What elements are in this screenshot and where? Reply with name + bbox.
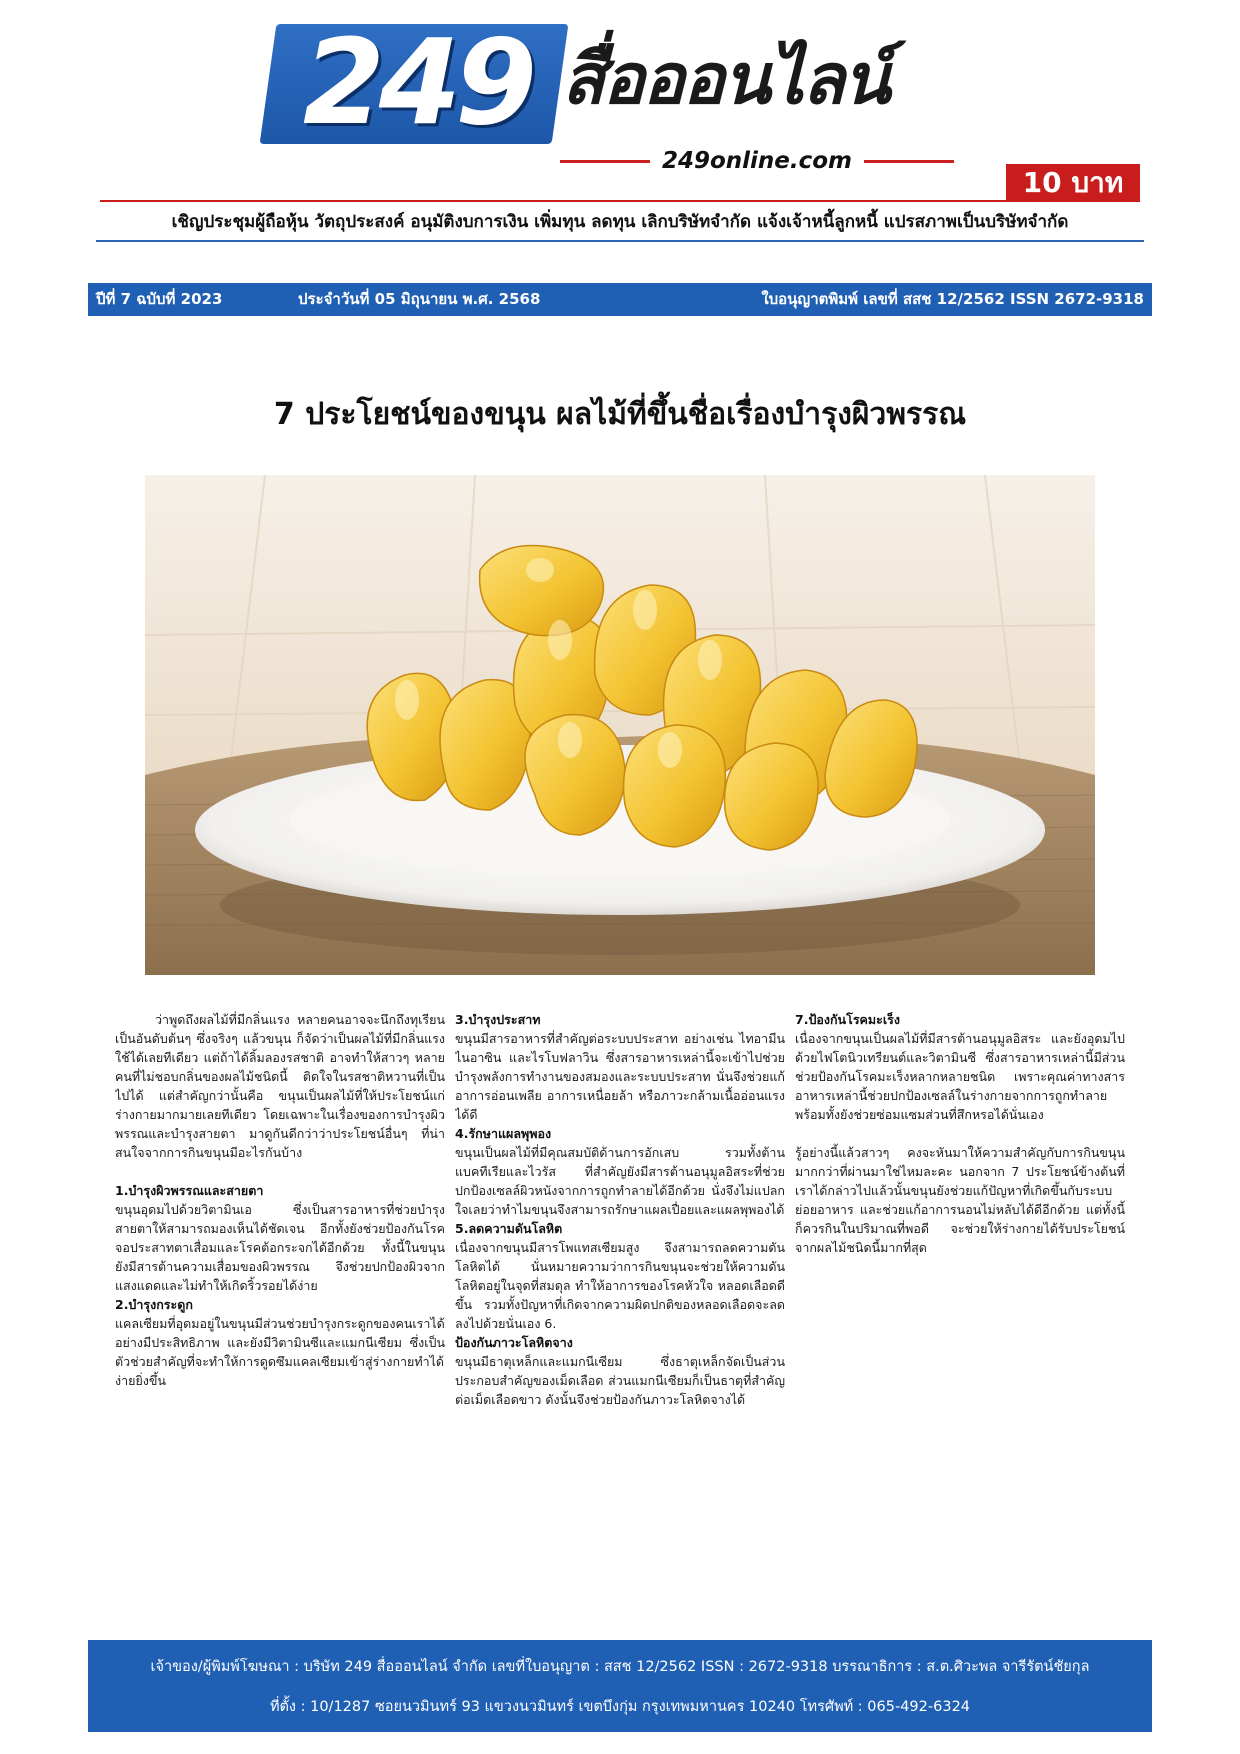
section-1-title: 1.บำรุงผิวพรรณและสายตา — [115, 1183, 264, 1198]
tagline: เชิญประชุมผู้ถือหุ้น วัตถุประสงค์ อนุมัติงบการเงิน เพิ่มทุน ลดทุน เลิกบริษัทจำกัด แจ้งเจ้าหนี้ลูกหนี้ แปรสภาพเป็นบริษัทจำกัด — [171, 212, 1069, 232]
article-column-1 — [115, 1010, 445, 1570]
section-1-body: ขนุนอุดมไปด้วยวิตามินเอ ซึ่งเป็นสารอาหารที่ช่วยบำรุงสายตาให้สามารถมองเห็นได้ชัดเจน อีกทั้งยังช่วยป้องกันโรคจอประสาทตาเสื่อมและโรคต้อกระจกได้อีกด้วย ทั้งนี้ในขนุนยังมีสารต้านความเสื่อมของผิวพรรณ จึงช่วยปกป้องผิวจากแสงแดดและไม่ทำให้เกิดริ้วรอยได้ง่าย — [115, 1202, 445, 1293]
print-license: ใบอนุญาตพิมพ์ เลขที่ สสช 12/2562 ISSN 2672-9318 — [761, 290, 1144, 308]
article-column-2 — [455, 1010, 785, 1570]
issue-number: ปีที่ 7 ฉบับที่ 2023 — [96, 290, 223, 308]
section-7-title: 7.ป้องกันโรคมะเร็ง — [795, 1012, 900, 1027]
section-3-body: ขนุนมีสารอาหารที่สำคัญต่อระบบประสาท อย่างเช่น ไทอามีน ไนอาซิน และไรโบฟลาวิน ซึ่งสารอาหารเหล่านี้จะเข้าไปช่วยบำรุงพลังการทำงานของสมองและระบบประสาท นั่นจึงช่วยแก้อาการอ่อนเพลีย อาการเหนื่อยล้า หรือภาวะกล้ามเนื้ออ่อนแรงได้ดี — [455, 1031, 785, 1122]
section-2-title: 2.บำรุงกระดูก — [115, 1297, 193, 1312]
logo-text: สื่อออนไลน์ — [562, 38, 889, 120]
logo-rule-right — [864, 160, 954, 163]
section-4-body: ขนุนเป็นผลไม้ที่มีคุณสมบัติด้านการอักเสบ รวมทั้งต้านแบคทีเรียและไวรัส ที่สำคัญยังมีสารต้านอนุมูลอิสระที่ช่วยปกป้องเซลล์ผิวหนังจากการถูกทำลายได้อีกด้วย นั่งจึงไม่แปลกใจเลยว่าทำไมขนุนจึงสามารถรักษาแผลเปื่อยและแผลพุพองได้ — [455, 1145, 785, 1217]
logo-rule-left — [560, 160, 650, 163]
article-column-3 — [795, 1010, 1125, 1570]
article-headline: 7 ประโยชน์ของขนุน ผลไม้ที่ขึ้นชื่อเรื่องบำรุงผิวพรรณ — [273, 397, 967, 433]
footer-address: ที่ตั้ง : 10/1287 ซอยนวมินทร์ 93 แขวงนวมินทร์ เขตบึงกุ่ม กรุงเทพมหานคร 10240 โทรศัพท์ : 065-492-6324 — [269, 1699, 971, 1715]
section-7-body: เนื่องจากขนุนเป็นผลไม้ที่มีสารต้านอนุมูลอิสระ และยังอุดมไปด้วยไฟโตนิวเทรียนต์และวิตามินซี ซึ่งสารอาหารเหล่านี้มีส่วนช่วยป้องกันโรคมะเร็งหลากหลายชนิด เพราะคุณค่าทางสารอาหารเหล่านี้ช่วยปกป้องเซลล์ในร่างกายจากการถูกทำลาย พร้อมทั้งยังช่วยซ่อมแซมส่วนที่สึกหรอได้นั่นเอง — [795, 1031, 1125, 1122]
section-5-body: เนื่องจากขนุนมีสารโพแทสเซียมสูง จึงสามารถลดความดันโลหิตได้ นั่นหมายความว่าการกินขนุนจะช่วยให้ความดันโลหิตอยู่ในจุดที่สมดุล ทำให้อาการของโรคหัวใจ หลอดเลือดดีขึ้น รวมทั้งปัญหาที่เกิดจากความผิดปกติของหลอดเลือดจะลดลงไปด้วยนั่นเอง 6. — [455, 1240, 785, 1331]
issue-date: ประจำวันที่ 05 มิถุนายน พ.ศ. 2568 — [298, 290, 541, 308]
divider-blue — [96, 240, 1144, 242]
jackfruit-photo — [145, 475, 1095, 975]
footer — [88, 1640, 1152, 1732]
section-2-body: แคลเซียมที่อุดมอยู่ในขนุนมีส่วนช่วยบำรุงกระดูกของคนเราได้อย่างมีประสิทธิภาพ และยังมีวิตามินซีและแมกนีเซียม ซึ่งเป็นตัวช่วยสำคัญที่จะทำให้การดูดซึมแคลเซียมเข้าสู่ร่างกายทำได้ง่ายยิ่งขึ้น — [115, 1316, 445, 1388]
logo-number: 249 — [302, 13, 532, 151]
section-5-title: 5.ลดความดันโลหิต — [455, 1221, 563, 1236]
footer-publisher: เจ้าของ/ผู้พิมพ์โฆษณา : บริษัท 249 สื่อออนไลน์ จำกัด เลขที่ใบอนุญาต : สสช 12/2562 ISSN : 2672-9318 บรรณาธิการ : ส.ต.ศิวะพล จารีรัตน์ชัยกุล — [150, 1659, 1090, 1675]
article-outro: รู้อย่างนี้แล้วสาวๆ คงจะหันมาให้ความสำคัญกับการกินขนุนมากกว่าที่ผ่านมาใช่ไหมละคะ นอกจาก 7 ประโยชน์ข้างต้นที่เราได้กล่าวไปแล้วนั้นขนุนยังช่วยแก้ปัญหาที่เกิดขึ้นกับระบบย่อยอาหาร และช่วยแก้อาการนอนไม่หลับได้ดีอีกด้วย แต่ทั้งนี้ก็ควรกินในปริมาณที่พอดี จะช่วยให้ร่างกายได้รับประโยชน์จากผลไม้ชนิดนี้มากที่สุด — [795, 1145, 1125, 1255]
logo-url: 249online.com — [661, 148, 853, 174]
section-6-title: ป้องกันภาวะโลหิตจาง — [455, 1335, 573, 1350]
divider-red — [100, 200, 1008, 202]
section-4-title: 4.รักษาแผลพุพอง — [455, 1126, 552, 1141]
section-3-title: 3.บำรุงประสาท — [455, 1012, 541, 1027]
price-badge: 10 บาท — [1006, 164, 1140, 202]
section-6-body: ขนุนมีธาตุเหล็กและแมกนีเซียม ซึ่งธาตุเหล็กจัดเป็นส่วนประกอบสำคัญของเม็ดเลือด ส่วนแมกนีเซียมก็เป็นธาตุที่สำคัญต่อเม็ดเลือดขาว ดังนั้นจึงช่วยป้องกันภาวะโลหิตจางได้ — [455, 1354, 785, 1407]
article-intro: ว่าพูดถึงผลไม้ที่มีกลิ่นแรง หลายคนอาจจะนึกถึงทุเรียนเป็นอันดับต้นๆ ซึ่งจริงๆ แล้วขนุน ก็จัดว่าเป็นผลไม้ที่มีกลิ่นแรงใช้ได้เลยทีเดียว แต่ถ้าได้ลิ้มลองรสชาติ อาจทำให้สาวๆ หลายคนที่ไม่ชอบกลิ่นของผลไม้ชนิดนี้ ติดใจในรสชาติหวานที่เป็นไปได้ แต่สำคัญกว่านั้นคือ ขนุนเป็นผลไม้ที่ให้ประโยชน์แก่ร่างกายมากมายเลยทีเดียว โดยเฉพาะในเรื่องของการบำรุงผิวพรรณและบำรุงสายตา มาดูกันดีกว่าว่าประโยชน์อื่นๆ ที่น่าสนใจจากการกินขนุนมีอะไรกันบ้าง — [115, 1012, 445, 1160]
issue-bar — [88, 283, 1152, 316]
